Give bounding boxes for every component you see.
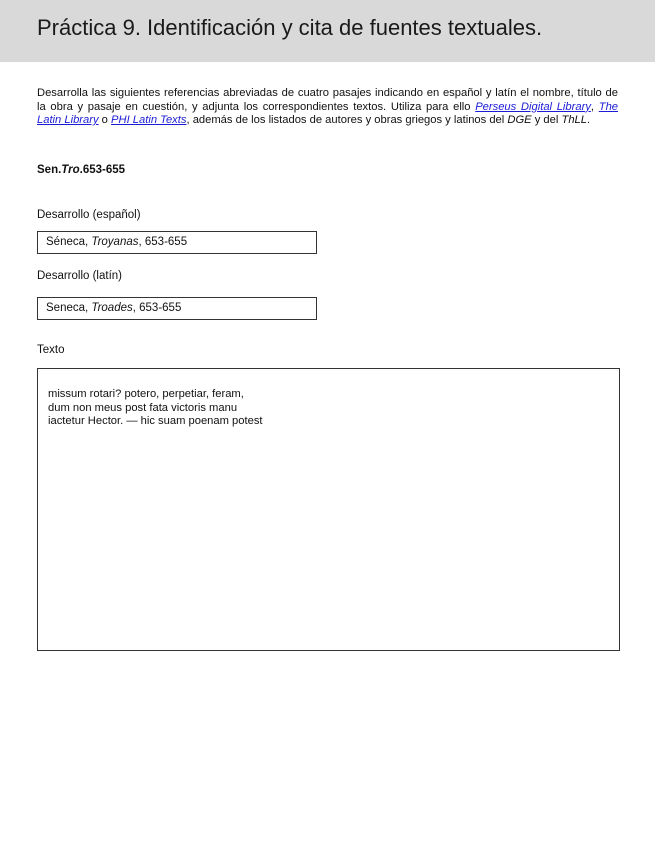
latin-author: Seneca, <box>46 302 92 314</box>
instructions-separator-1: , <box>590 100 599 113</box>
instructions-text-4: . <box>586 114 591 126</box>
instructions-text-3: y del <box>531 114 562 126</box>
latin-field[interactable] <box>37 297 317 320</box>
reference-work: Tro <box>61 164 80 176</box>
texto-line: missum rotari? potero, perpetiar, feram, <box>48 388 244 400</box>
perseus-link[interactable]: Perseus Digital Library <box>475 100 591 113</box>
spanish-passage: , 653-655 <box>138 236 188 248</box>
header-bar <box>0 0 655 62</box>
texto-label: Texto <box>37 344 65 356</box>
latin-work: Troades <box>91 302 133 314</box>
abbreviated-reference <box>37 164 125 176</box>
thll-abbrev: ThLL <box>561 114 587 126</box>
spanish-work: Troyanas <box>91 236 139 248</box>
spanish-label: Desarrollo (español) <box>37 209 141 221</box>
instructions-separator-2: o <box>98 114 112 126</box>
dge-abbrev: DGE <box>507 114 532 126</box>
spanish-author: Séneca, <box>46 236 92 248</box>
latin-passage: , 653-655 <box>132 302 182 314</box>
texto-line: iactetur Hector. — hic suam poenam potest <box>48 415 263 427</box>
phi-latin-texts-link[interactable]: PHI Latin Texts <box>111 114 187 126</box>
instructions-text-2: , además de los listados de autores y obras griegos y latinos del <box>186 114 508 126</box>
page-title: Práctica 9. Identificación y cita de fuentes textuales. <box>37 15 543 40</box>
latin-library-link[interactable]: The Latin Library <box>37 100 619 126</box>
texto-line: dum non meus post fata victoris manu <box>48 401 238 414</box>
spanish-field[interactable] <box>37 231 317 254</box>
latin-label: Desarrollo (latín) <box>37 270 122 282</box>
texto-textarea[interactable] <box>37 368 620 651</box>
reference-passage: .653-655 <box>79 164 126 176</box>
reference-author: Sen. <box>37 164 62 176</box>
instructions-paragraph <box>37 87 618 128</box>
instructions-text-1: Desarrolla las siguientes referencias abreviadas de cuatro pasajes indicando en español y latín el nombre, título de la obra y pasaje en cuestión, y adjunta los correspondientes textos. Utiliza para ello <box>37 87 618 113</box>
